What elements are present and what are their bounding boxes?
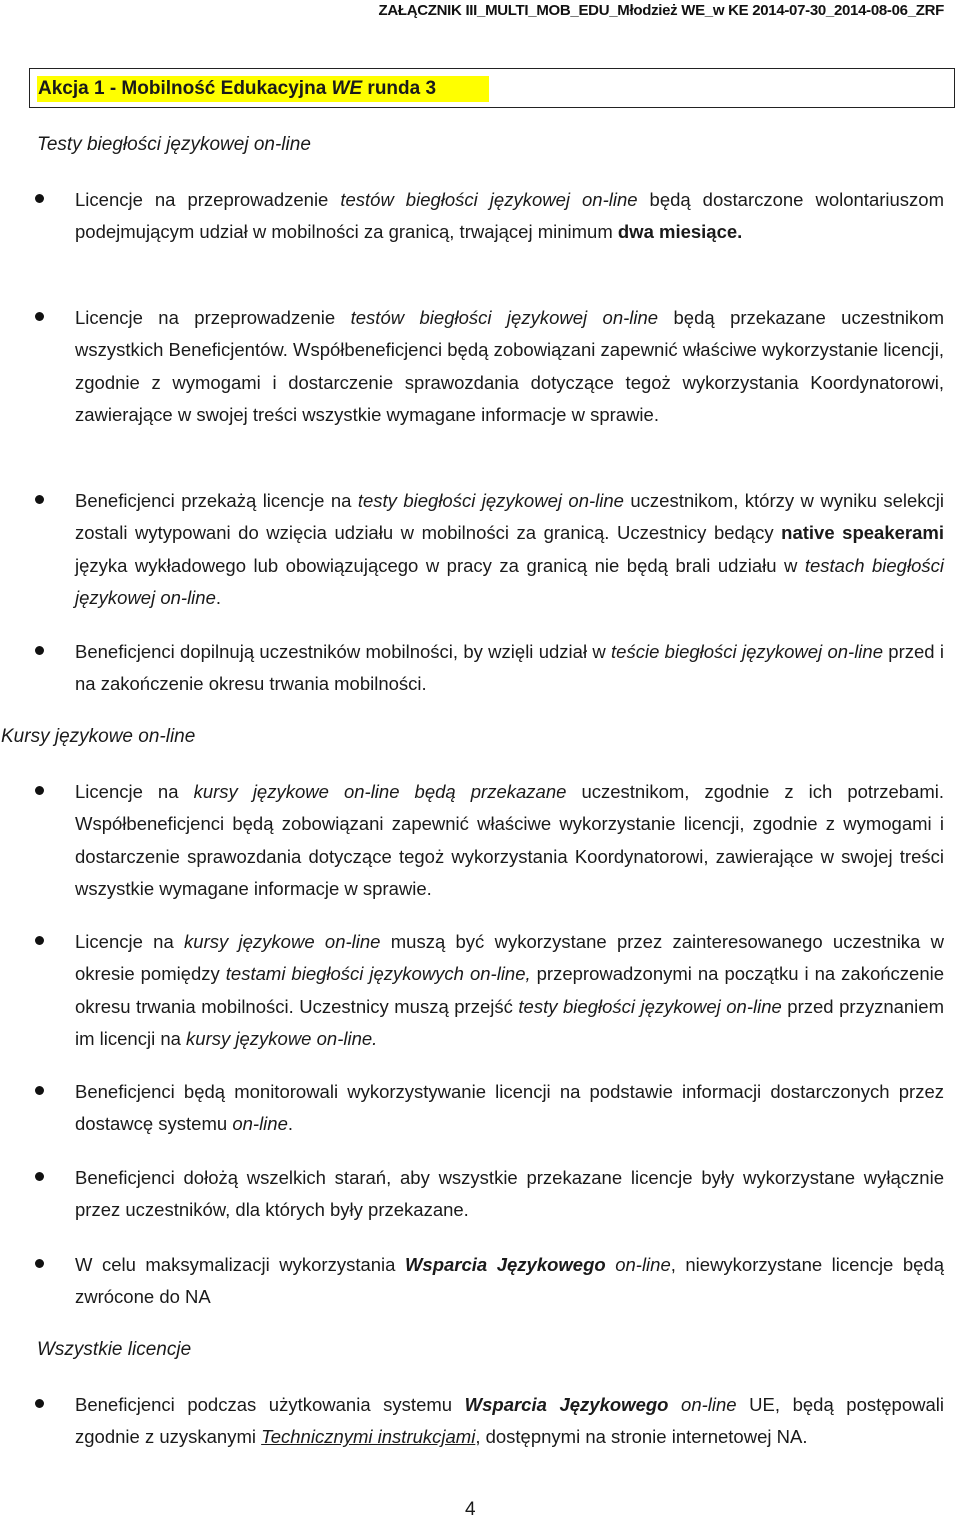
list-item xyxy=(75,636,944,701)
text-run: testów biegłości językowej on-line xyxy=(350,307,659,328)
text-run: języka wykładowego lub obowiązującego w pracy za granicą nie będą brali udziału w xyxy=(75,554,805,576)
bullet-icon xyxy=(35,646,44,655)
text-run: kursy językowe on-line. xyxy=(186,1027,378,1049)
text-run: będą dostarczone wolontariuszom podejmującym udział w mobilności za granicą, trwającej minimum xyxy=(75,189,944,243)
text-run: przed przyznaniem im licencji na xyxy=(75,995,944,1049)
text-run: uczestnikom, którzy w wyniku selekcji zostali wytypowani do wzięcia udziału w mobilności za granicą. Uczestnicy bedący xyxy=(75,490,944,544)
text-run: Beneficjenci przekażą licencje na xyxy=(75,490,358,511)
text-run: Beneficjenci podczas użytkowania systemu xyxy=(75,1394,465,1415)
text-run: on-line xyxy=(681,1394,737,1415)
text-run: kursy językowe on-line będą przekazane xyxy=(193,781,567,802)
text-run: dwa miesiące. xyxy=(617,221,743,243)
list-item xyxy=(75,1076,944,1141)
text-run: Licencje na xyxy=(75,781,194,802)
list-item xyxy=(75,776,944,905)
bullet-icon xyxy=(35,1259,44,1268)
text-run: Technicznymi instrukcjami xyxy=(261,1426,476,1448)
text-run: W celu maksymalizacji wykorzystania xyxy=(75,1254,405,1275)
text-run: Beneficjenci będą monitorowali wykorzystywanie licencji na podstawie informacji dostarczonych przez dostawcę systemu xyxy=(75,1081,944,1135)
text-run: , dostępnymi na stronie internetowej NA. xyxy=(475,1426,808,1448)
bullet-icon xyxy=(35,495,44,504)
text-run: testy biegłości językowej on-line xyxy=(518,995,782,1017)
list-item xyxy=(75,1389,944,1454)
bullet-icon xyxy=(35,194,44,203)
list-item xyxy=(75,926,944,1055)
bullet-icon xyxy=(35,312,44,321)
text-run: będą przekazane uczestnikom wszystkich Beneficjentów. Współbeneficjenci będą zobowiązani zapewnić właściwe wykorzystanie licencji, zgodnie z wymogami i dostarczenie sprawozdania dotyczące tegoż wykorzystania Koordynatorowi, zawierające w swojej treści wszystkie wymagane informacje w sprawie. xyxy=(75,307,944,425)
text-run: Wsparcia Językowego xyxy=(464,1394,669,1415)
bullet-icon xyxy=(35,1172,44,1181)
document-header-reference: ZAŁĄCZNIK III_MULTI_MOB_EDU_Młodzież WE_w KE 2014-07-30_2014-08-06_ZRF xyxy=(378,2,944,19)
text-run: native speakerami xyxy=(781,522,944,544)
title-part-2: WE xyxy=(331,78,363,99)
section-heading-all-licences: Wszystkie licencje xyxy=(37,1339,192,1360)
section-heading-courses: Kursy językowe on-line xyxy=(1,726,196,747)
text-run: testach biegłości językowej on-line xyxy=(75,554,944,608)
text-run: on-line xyxy=(615,1254,671,1275)
text-run xyxy=(606,1254,616,1275)
text-run: Beneficjenci dołożą wszelkich starań, aby wszystkie przekazane licencje były wykorzystane wyłącznie przez uczestników, dla których były przekazane. xyxy=(75,1167,944,1221)
section-heading-tests xyxy=(37,133,311,157)
text-run: Licencje na przeprowadzenie xyxy=(75,307,351,328)
text-run: uczestnikom, zgodnie z ich potrzebami. Współbeneficjenci będą zobowiązani zapewnić właściwe wykorzystanie licencji, zgodnie z wymogami i dostarczenie sprawozdania dotyczące tegoż wykorzystania Koordynatorowi, zawierające w swojej treści wszystkie wymagane informacje w sprawie. xyxy=(75,781,944,899)
section-heading-text: Testy biegłości językowej xyxy=(37,134,254,155)
list-item xyxy=(75,485,944,614)
text-run: Beneficjenci dopilnują uczestników mobilności, by wzięli udział w xyxy=(75,641,612,662)
text-run: kursy językowe on-line xyxy=(184,931,381,952)
text-run: Licencje na przeprowadzenie xyxy=(75,189,341,210)
text-run: muszą być wykorzystane przez zainteresowanego uczestnika w okresie pomiędzy xyxy=(75,931,944,985)
bullet-icon xyxy=(35,786,44,795)
list-item xyxy=(75,302,944,431)
bullet-icon xyxy=(35,936,44,945)
title-box xyxy=(29,68,955,108)
text-run: testami biegłości językowych on-line, xyxy=(225,963,531,985)
text-run: . xyxy=(287,1113,294,1135)
section-heading-emphasis: on-line xyxy=(253,134,311,155)
text-run: Licencje na xyxy=(75,931,185,952)
text-run xyxy=(668,1394,681,1415)
text-run: przed i na zakończenie okresu trwania mobilności. xyxy=(75,641,944,695)
bullet-icon xyxy=(35,1399,44,1408)
text-run: UE, będą postępowali zgodnie z uzyskanymi xyxy=(75,1394,945,1448)
text-run: on-line xyxy=(232,1113,288,1135)
text-run: teście biegłości językowej on-line xyxy=(611,641,883,662)
list-item xyxy=(75,1162,944,1227)
document-title xyxy=(38,77,436,101)
list-item xyxy=(75,1249,944,1314)
title-part-1: Akcja 1 - Mobilność Edukacyjna xyxy=(38,78,332,99)
text-run: testy biegłości językowej on-line xyxy=(357,490,624,511)
text-run: testów biegłości językowej on-line xyxy=(340,189,638,210)
text-run: . xyxy=(215,586,222,608)
text-run: Wsparcia Językowego xyxy=(404,1254,606,1275)
list-item xyxy=(75,184,944,249)
page-number: 4 xyxy=(465,1499,476,1520)
title-part-3: runda 3 xyxy=(362,78,437,99)
text-run: , niewykorzystane licencje będą zwrócone do NA xyxy=(75,1254,944,1308)
text-run: przeprowadzonymi na początku i na zakończenie okresu trwania mobilności. Uczestnicy muszą przejść xyxy=(75,963,945,1017)
bullet-icon xyxy=(35,1086,44,1095)
